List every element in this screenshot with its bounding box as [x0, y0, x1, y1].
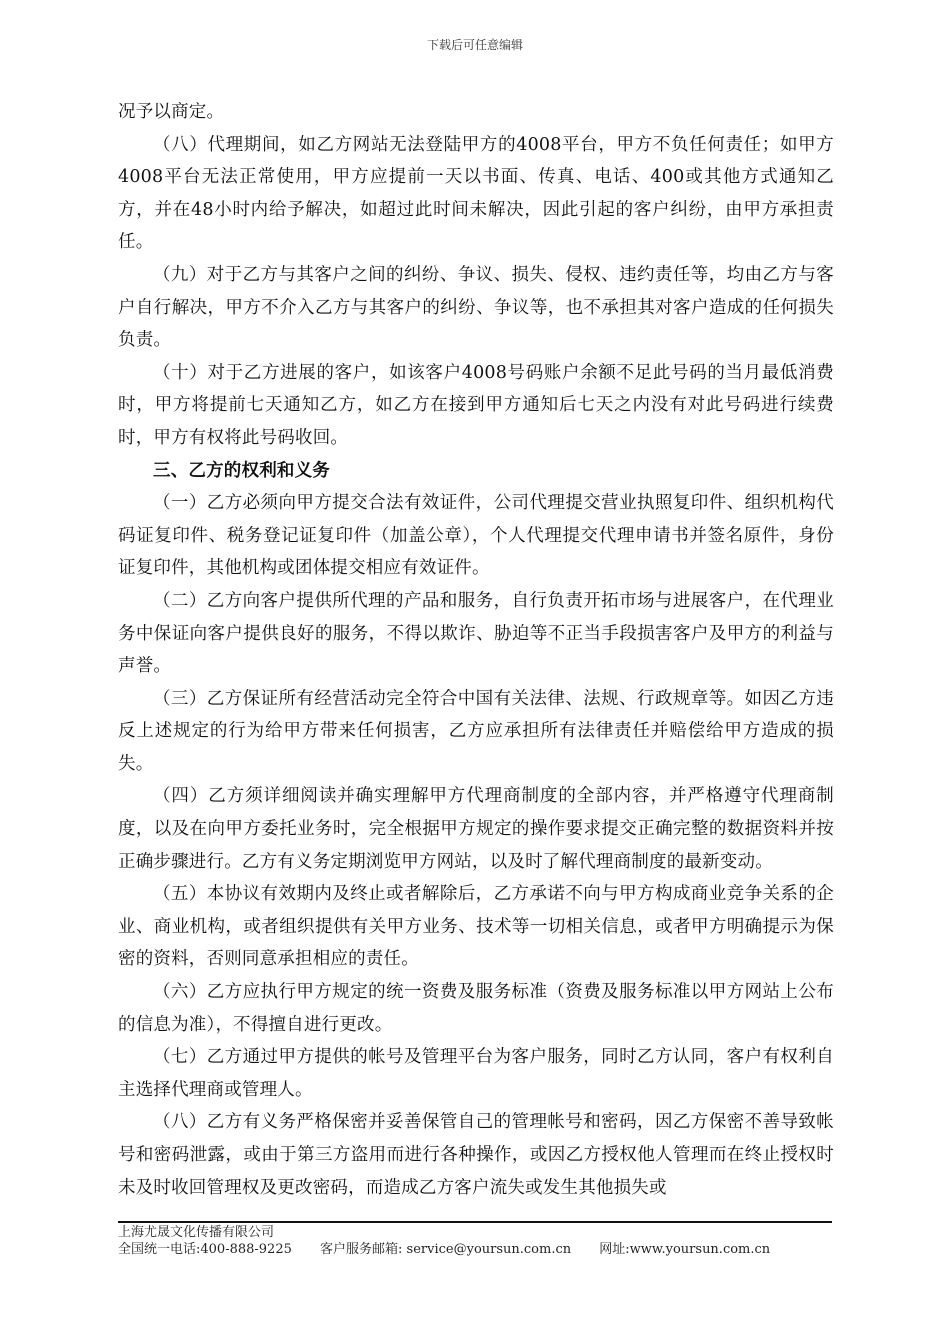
paragraph: （七）乙方通过甲方提供的帐号及管理平台为客户服务，同时乙方认同，客户有权利自主选择代理商或管理人。: [118, 1047, 834, 1100]
document-body: [118, 96, 834, 1204]
footer-contact-line: [118, 1241, 832, 1258]
paragraph: （二）乙方向客户提供所代理的产品和服务，自行负责开拓市场与进展客户，在代理业务中保证向客户提供良好的服务，不得以欺诈、胁迫等不正当手段损害客户及甲方的利益与声誉。: [118, 590, 834, 677]
paragraph: （四）乙方须详细阅读并确实理解甲方代理商制度的全部内容，并严格遵守代理商制度，以及在向甲方委托业务时，完全根据甲方规定的操作要求提交正确完整的数据资料并按正确步骤进行。乙方有义务定期浏览甲方网站，以及时了解代理商制度的最新变动。: [118, 786, 834, 872]
page-footer: [118, 1224, 832, 1258]
footer-website: 网址:www.yoursun.com.cn: [599, 1242, 771, 1257]
section-heading: 三、乙方的权利和义务: [153, 460, 330, 481]
header-note: 下载后可任意编辑: [426, 38, 523, 52]
footer-divider: [118, 1221, 832, 1223]
paragraph: （十）对于乙方进展的客户，如该客户4008号码账户余额不足此号码的当月最低消费时，甲方将提前七天通知乙方，如乙方在接到甲方通知后七天之内没有对此号码进行续费时，甲方有权将此号码收回。: [118, 362, 834, 448]
footer-company: 上海尤晟文化传播有限公司: [118, 1225, 275, 1240]
footer-phone: 全国统一电话:400-888-9225: [118, 1242, 292, 1257]
paragraph: （一）乙方必须向甲方提交合法有效证件，公司代理提交营业执照复印件、组织机构代码证复印件、税务登记证复印件（加盖公章），个人代理提交代理申请书并签名原件，身份证复印件，其他机构或团体提交相应有效证件。: [118, 493, 834, 579]
paragraph: （三）乙方保证所有经营活动完全符合中国有关法律、法规、行政规章等。如因乙方违反上述规定的行为给甲方带来任何损害，乙方应承担所有法律责任并赔偿给甲方造成的损失。: [118, 688, 834, 774]
paragraph: （八）代理期间，如乙方网站无法登陆甲方的4008平台，甲方不负任何责任；如甲方4008平台无法正常使用，甲方应提前一天以书面、传真、电话、400或其他方式通知乙方，并在48小时内给予解决，如超过此时间未解决，因此引起的客户纠纷，由甲方承担责任。: [118, 134, 834, 253]
paragraph: 况予以商定。: [118, 102, 225, 122]
paragraph: （八）乙方有义务严格保密并妥善保管自己的管理帐号和密码，因乙方保密不善导致帐号和密码泄露，或由于第三方盗用而进行各种操作，或因乙方授权他人管理而在终止授权时未及时收回管理权及更改密码，而造成乙方客户流失或发生其他损失或: [118, 1112, 834, 1198]
paragraph: （五）本协议有效期内及终止或者解除后，乙方承诺不向与甲方构成商业竞争关系的企业、商业机构，或者组织提供有关甲方业务、技术等一切相关信息，或者甲方明确提示为保密的资料，否则同意承担相应的责任。: [118, 884, 834, 970]
paragraph: （六）乙方应执行甲方规定的统一资费及服务标准（资费及服务标准以甲方网站上公布的信息为准），不得擅自进行更改。: [118, 982, 834, 1035]
footer-email: 客户服务邮箱: service@yoursun.com.cn: [320, 1242, 572, 1257]
paragraph: （九）对于乙方与其客户之间的纠纷、争议、损失、侵权、违约责任等，均由乙方与客户自行解决，甲方不介入乙方与其客户的纠纷、争议等，也不承担其对客户造成的任何损失负责。: [118, 264, 834, 351]
